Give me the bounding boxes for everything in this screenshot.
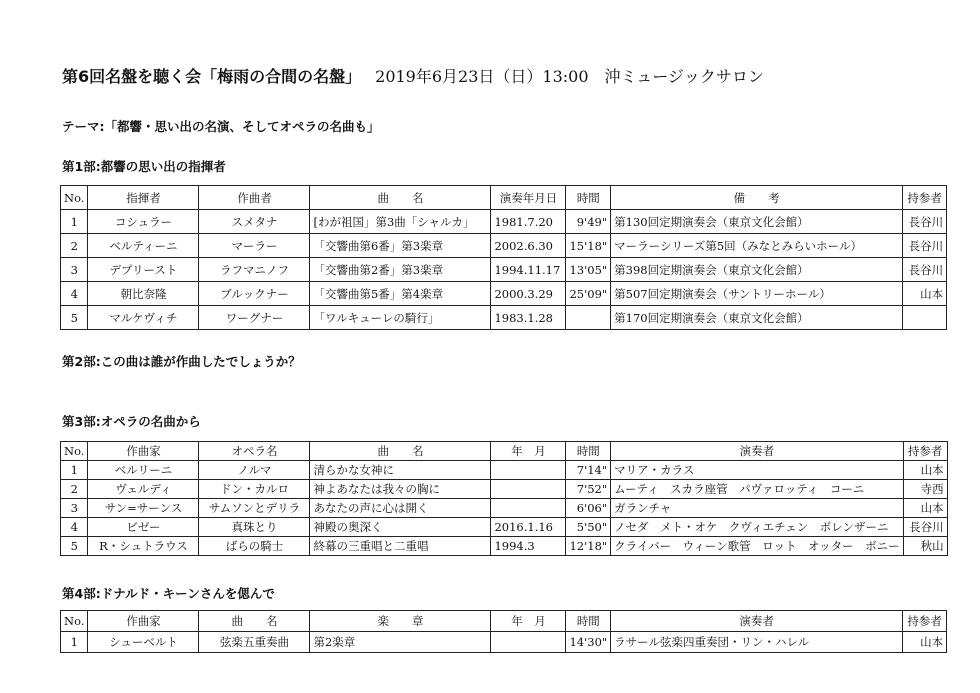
- table-row: [61, 258, 947, 282]
- table-cell: 寺西: [903, 480, 947, 499]
- table-cell: 山本: [903, 461, 947, 480]
- table-cell: ノルマ: [199, 461, 310, 480]
- theme-heading: テーマ:「都響・思い出の名演、そしてオペラの名曲も」: [62, 119, 380, 134]
- column-header: 演奏年月日: [491, 186, 566, 210]
- table-cell: 第130回定期演奏会（東京文化会館）: [611, 210, 903, 234]
- table-row: [61, 518, 948, 537]
- table-cell: [わが祖国」第3曲「シャルカ」: [310, 210, 491, 234]
- table-row: [61, 480, 948, 499]
- table-cell: [491, 461, 566, 480]
- table-cell: ヴェルディ: [88, 480, 199, 499]
- column-header: 持参者: [903, 611, 947, 632]
- table-row: [61, 461, 948, 480]
- table-header-row: [61, 611, 947, 632]
- column-header: 曲 名: [310, 186, 491, 210]
- table-cell: [566, 306, 611, 330]
- table-row: [61, 632, 947, 653]
- column-header: 作曲者: [199, 186, 310, 210]
- table-cell: 神よあなたは我々の胸に: [310, 480, 491, 499]
- table-cell: 25'09": [566, 282, 611, 306]
- table-cell: 長谷川: [903, 234, 947, 258]
- table-cell: クライバー ウィーン歌管 ロット オッター ボニー: [611, 537, 903, 556]
- table-cell: 「交響曲第2番」第3楽章: [310, 258, 491, 282]
- table-header-row: [61, 186, 947, 210]
- table-cell: ノセダ メト・オケ クヴィエチェン ポレンザーニ: [611, 518, 903, 537]
- table-row: [61, 282, 947, 306]
- column-header: No.: [61, 611, 88, 632]
- column-header: 備 考: [611, 186, 903, 210]
- table-cell: 長谷川: [903, 210, 947, 234]
- table-cell: 「交響曲第6番」第3楽章: [310, 234, 491, 258]
- table-cell: 弦楽五重奏曲: [199, 632, 310, 653]
- table-cell: 1: [61, 210, 88, 234]
- table-cell: 7'52": [566, 480, 611, 499]
- table-cell: ばらの騎士: [199, 537, 310, 556]
- table-cell: 2000.3.29: [491, 282, 566, 306]
- table-cell: 終幕の三重唱と二重唱: [310, 537, 491, 556]
- table-cell: マーラー: [199, 234, 310, 258]
- table-cell: 4: [61, 518, 88, 537]
- table-cell: 2: [61, 234, 88, 258]
- event-info: 2019年6月23日（日）13:00 沖ミュージックサロン: [375, 67, 764, 86]
- table-cell: シューベルト: [88, 632, 199, 653]
- column-header: 演奏者: [611, 442, 903, 461]
- table-cell: ムーティ スカラ座管 パヴァロッティ コーニ: [611, 480, 903, 499]
- table-cell: 4: [61, 282, 88, 306]
- table-cell: [903, 306, 947, 330]
- table-cell: 2: [61, 480, 88, 499]
- table-row: [61, 234, 947, 258]
- table-cell: 2016.1.16: [491, 518, 566, 537]
- table-row: [61, 537, 948, 556]
- table-cell: スメタナ: [199, 210, 310, 234]
- table-cell: 15'18": [566, 234, 611, 258]
- table-cell: 1994.11.17: [491, 258, 566, 282]
- table-cell: [491, 480, 566, 499]
- table-cell: 6'06": [566, 499, 611, 518]
- table-cell: 朝比奈隆: [88, 282, 199, 306]
- table-cell: 1981.7.20: [491, 210, 566, 234]
- page-title: [62, 64, 764, 87]
- part3-table: [60, 441, 948, 556]
- column-header: 年 月: [491, 611, 566, 632]
- table-cell: 12'18": [566, 537, 611, 556]
- table-row: [61, 306, 947, 330]
- table-cell: [491, 499, 566, 518]
- column-header: 曲 名: [199, 611, 310, 632]
- table-cell: 第398回定期演奏会（東京文化会館）: [611, 258, 903, 282]
- table-cell: サムソンとデリラ: [199, 499, 310, 518]
- column-header: 作曲家: [88, 611, 199, 632]
- column-header: 時間: [566, 442, 611, 461]
- table-cell: 山本: [903, 282, 947, 306]
- part1-heading: 第1部:都響の思い出の指揮者: [62, 159, 226, 174]
- column-header: 演奏者: [611, 611, 903, 632]
- table-cell: ベルリーニ: [88, 461, 199, 480]
- table-cell: 5: [61, 537, 88, 556]
- table-cell: マーラーシリーズ第5回（みなとみらいホール）: [611, 234, 903, 258]
- table-cell: 山本: [903, 632, 947, 653]
- column-header: 時間: [566, 611, 611, 632]
- table-cell: 第2楽章: [310, 632, 491, 653]
- part4-heading: 第4部:ドナルド・キーンさんを偲んで: [62, 586, 275, 601]
- table-cell: 13'05": [566, 258, 611, 282]
- table-cell: 神殿の奥深く: [310, 518, 491, 537]
- table-cell: 第507回定期演奏会（サントリーホール）: [611, 282, 903, 306]
- table-cell: 5: [61, 306, 88, 330]
- table-row: [61, 499, 948, 518]
- part3-heading: 第3部:オペラの名曲から: [62, 414, 201, 429]
- table-cell: サン=サーンス: [88, 499, 199, 518]
- column-header: No.: [61, 186, 88, 210]
- table-cell: 真珠とり: [199, 518, 310, 537]
- event-title: 第6回名盤を聴く会「梅雨の合間の名盤」: [62, 67, 362, 86]
- table-cell: R・シュトラウス: [88, 537, 199, 556]
- column-header: No.: [61, 442, 88, 461]
- table-cell: 第170回定期演奏会（東京文化会館）: [611, 306, 903, 330]
- table-cell: 14'30": [566, 632, 611, 653]
- table-cell: 7'14": [566, 461, 611, 480]
- table-cell: 1: [61, 632, 88, 653]
- table-cell: 長谷川: [903, 258, 947, 282]
- table-cell: [491, 632, 566, 653]
- table-cell: ワーグナー: [199, 306, 310, 330]
- column-header: 持参者: [903, 442, 947, 461]
- part2-heading: 第2部:この曲は誰が作曲したでしょうか？: [62, 354, 301, 369]
- table-cell: ラサール弦楽四重奏団・リン・ハレル: [611, 632, 903, 653]
- table-cell: ベルティーニ: [88, 234, 199, 258]
- table-cell: マルケヴィチ: [88, 306, 199, 330]
- part1-table: [60, 185, 947, 330]
- table-cell: 清らかな女神に: [310, 461, 491, 480]
- column-header: 楽 章: [310, 611, 491, 632]
- table-cell: ドン・カルロ: [199, 480, 310, 499]
- column-header: 時間: [566, 186, 611, 210]
- table-cell: 秋山: [903, 537, 947, 556]
- table-cell: 1983.1.28: [491, 306, 566, 330]
- table-row: [61, 210, 947, 234]
- table-cell: 9'49": [566, 210, 611, 234]
- column-header: 年 月: [491, 442, 566, 461]
- table-cell: 1994.3: [491, 537, 566, 556]
- table-cell: ブルックナー: [199, 282, 310, 306]
- table-cell: デプリースト: [88, 258, 199, 282]
- table-cell: 3: [61, 499, 88, 518]
- table-cell: ガランチャ: [611, 499, 903, 518]
- table-cell: 長谷川: [903, 518, 947, 537]
- column-header: オペラ名: [199, 442, 310, 461]
- table-cell: 「ワルキューレの騎行」: [310, 306, 491, 330]
- table-header-row: [61, 442, 948, 461]
- column-header: 曲 名: [310, 442, 491, 461]
- table-cell: コシュラー: [88, 210, 199, 234]
- table-cell: 3: [61, 258, 88, 282]
- table-cell: 2002.6.30: [491, 234, 566, 258]
- table-cell: マリア・カラス: [611, 461, 903, 480]
- table-cell: 5'50": [566, 518, 611, 537]
- table-cell: ビゼー: [88, 518, 199, 537]
- part4-table: [60, 610, 947, 653]
- table-cell: 「交響曲第5番」第4楽章: [310, 282, 491, 306]
- table-cell: ラフマニノフ: [199, 258, 310, 282]
- table-cell: 山本: [903, 499, 947, 518]
- column-header: 持参者: [903, 186, 947, 210]
- table-cell: あなたの声に心は開く: [310, 499, 491, 518]
- column-header: 作曲家: [88, 442, 199, 461]
- column-header: 指揮者: [88, 186, 199, 210]
- table-cell: 1: [61, 461, 88, 480]
